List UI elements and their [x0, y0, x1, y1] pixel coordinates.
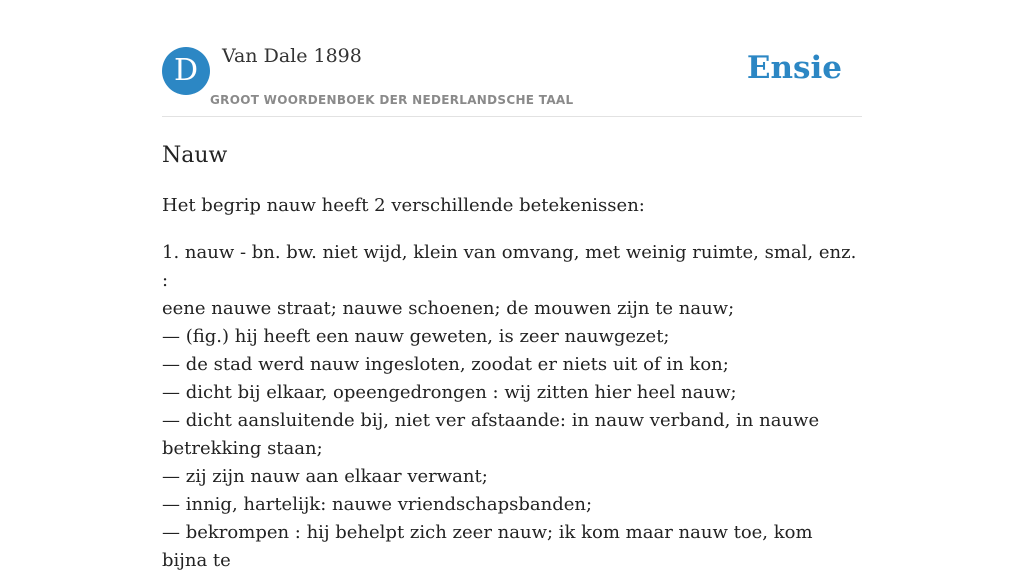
dictionary-title[interactable]: Van Dale 1898: [222, 45, 362, 67]
dictionary-header: [162, 0, 862, 117]
definition-line: — dicht bij elkaar, opeengedrongen : wij zitten hier heel nauw;: [162, 382, 737, 403]
definition-line: — innig, hartelijk: nauwe vriendschapsbanden;: [162, 494, 593, 515]
definition-line: betrekking staan;: [162, 438, 323, 459]
definition-line: — (fig.) hij heeft een nauw geweten, is zeer nauwgezet;: [162, 326, 670, 347]
entry-content: [162, 117, 862, 575]
definition-line: — dicht aansluitende bij, niet ver afstaande: in nauw verband, in nauwe: [162, 410, 820, 431]
ensie-logo-link[interactable]: Ensie: [746, 50, 842, 86]
definition-line: — bekrompen : hij behelpt zich zeer nauw; ik kom maar nauw toe, kom bijna te: [162, 522, 813, 571]
dictionary-subtitle: GROOT WOORDENBOEK DER NEDERLANDSCHE TAAL: [210, 93, 574, 107]
definition-text: [162, 239, 862, 575]
content-container: [162, 0, 862, 575]
meanings-intro: Het begrip nauw heeft 2 verschillende betekenissen:: [162, 195, 645, 216]
definition-line: 1. nauw - bn. bw. niet wijd, klein van omvang, met weinig ruimte, smal, enz. :: [162, 242, 857, 291]
definition-line: eene nauwe straat; nauwe schoenen; de mouwen zijn te nauw;: [162, 298, 735, 319]
dictionary-logo[interactable]: D: [162, 47, 210, 95]
definition-line: — zij zijn nauw aan elkaar verwant;: [162, 466, 488, 487]
page-title: Nauw: [162, 143, 228, 168]
definition-line: — de stad werd nauw ingesloten, zoodat er niets uit of in kon;: [162, 354, 729, 375]
